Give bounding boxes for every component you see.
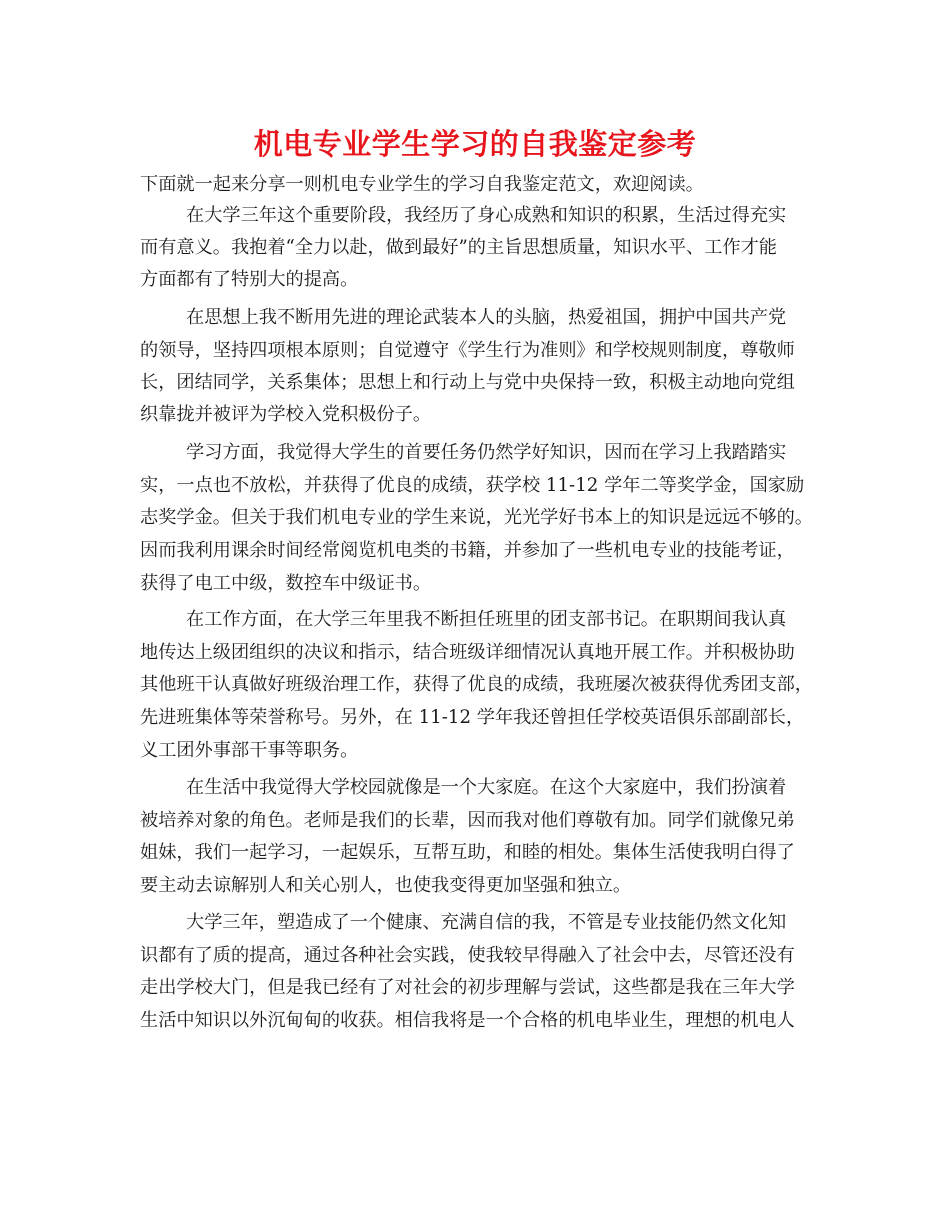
body-line: 生活中知识以外沉甸甸的收获。相信我将是一个合格的机电毕业生，理想的机电人: [140, 1010, 795, 1031]
body-line: 地传达上级团组织的决议和指示，结合班级详细情况认真地开展工作。并积极协助: [140, 642, 795, 663]
body-line: 其他班干认真做好班级治理工作，获得了优良的成绩，我班屡次被获得优秀团支部，: [140, 674, 813, 695]
body-line: 方面都有了特别大的提高。: [140, 269, 359, 290]
body-line: 志奖学金。但关于我们机电专业的学生来说，光光学好书本上的知识是远远不够的。: [140, 507, 813, 528]
body-line: 要主动去谅解别人和关心别人，也使我变得更加坚强和独立。: [140, 875, 632, 896]
body-line: 学习方面，我觉得大学生的首要任务仍然学好知识，因而在学习上我踏踏实: [186, 442, 787, 463]
page-title: 机电专业学生学习的自我鉴定参考: [253, 127, 697, 161]
body-line: 在大学三年这个重要阶段，我经历了身心成熟和知识的积累，生活过得充实: [186, 205, 787, 226]
body-line: 因而我利用课余时间经常阅览机电类的书籍，并参加了一些机电专业的技能考证，: [140, 540, 795, 561]
body-line: 织靠拢并被评为学校入党积极份子。: [140, 404, 432, 425]
body-line: 大学三年，塑造成了一个健康、充满自信的我，不管是专业技能仍然文化知: [186, 912, 787, 933]
body-line: 姐妹，我们一起学习，一起娱乐，互帮互助，和睦的相处。集体生活使我明白得了: [140, 842, 795, 863]
body-line: 识都有了质的提高，通过各种社会实践，使我较早得融入了社会中去，尽管还没有: [140, 945, 795, 966]
intro-line: 下面就一起来分享一则机电专业学生的学习自我鉴定范文，欢迎阅读。: [140, 174, 704, 195]
body-line: 在生活中我觉得大学校园就像是一个大家庭。在这个大家庭中，我们扮演着: [186, 777, 787, 798]
body-line: 被培养对象的角色。老师是我们的长辈，因而我对他们尊敬有加。同学们就像兄弟: [140, 810, 795, 831]
body-line: 而有意义。我抱着“全力以赴，做到最好”的主旨思想质量，知识水平、工作才能: [140, 237, 777, 258]
body-line: 在思想上我不断用先进的理论武装本人的头脑，热爱祖国，拥护中国共产党: [186, 307, 787, 328]
body-line: 走出学校大门，但是我已经有了对社会的初步理解与尝试，这些都是我在三年大学: [140, 977, 795, 998]
body-line: 获得了电工中级，数控车中级证书。: [140, 573, 432, 594]
body-line: 长，团结同学，关系集体；思想上和行动上与党中央保持一致，积极主动地向党组: [140, 372, 795, 393]
body-line: 在工作方面，在大学三年里我不断担任班里的团支部书记。在职期间我认真: [186, 609, 787, 630]
body-line: 的领导，坚持四项根本原则；自觉遵守《学生行为准则》和学校规则制度，尊敬师: [140, 340, 795, 361]
body-line: 先进班集体等荣誉称号。另外，在 11-12 学年我还曾担任学校英语俱乐部副部长，: [140, 707, 805, 728]
body-line: 实，一点也不放松，并获得了优良的成绩，获学校 11-12 学年二等奖学金，国家励: [140, 475, 805, 496]
body-line: 义工团外事部干事等职务。: [140, 740, 359, 761]
